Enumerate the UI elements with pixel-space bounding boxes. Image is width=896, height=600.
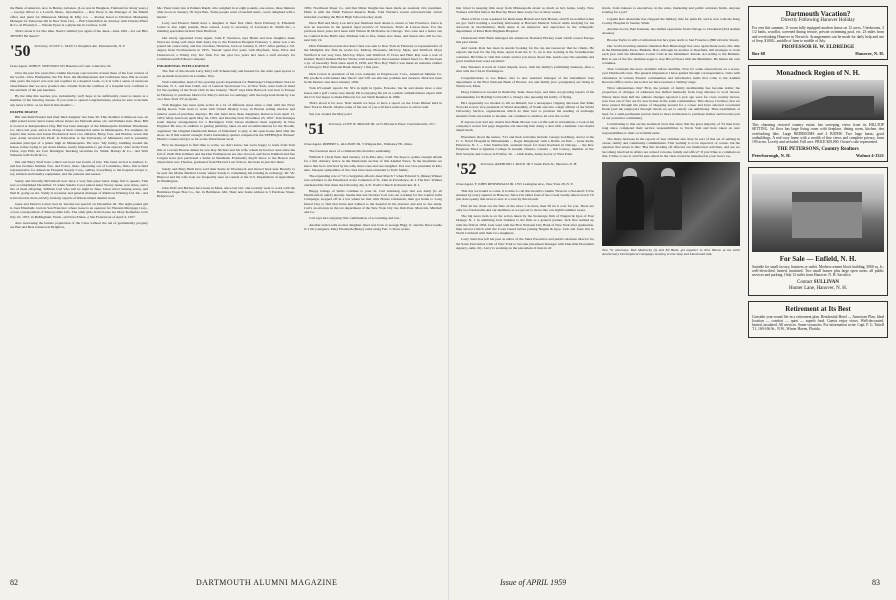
paragraph: Larry Stern has left his post as editor of the Sales Executive and public relations director for the Sales Executives Club of New York to become placement manager with Dun-Rite Placement Agency, same city. Larry is working on the placement of men in all [456,237,594,250]
paragraph: If anyone ever had any doubts that Hank Mower was a trifle well in investment, a look at his company's recent full page magazine ads showing him doing a deal with a hammer. Gel should dispel them. [456,119,594,133]
class-year: '51 [304,120,325,138]
paragraph: Bill and Ruth Frenzel had their third daughter last June 30. This chamber is Meltoon Lee, an eight pound seven ounce lassie whose sisters are Deborah Anne, six, and Pamela Jean, three. Bill is located at Independence Day, Bill has been manager of the Minneapolis Terminal Warehouse Co. since last year, and is in charge of their commercial outlet in Minneapolis. For example, he reports that Arnie and Jessie Bockstruck have two children, Betty, four, and Bobbie, seven this year. Arnie received his Ph.D. in Education at the University of Minnesota and is presently assistant principal of a junior high in Minneapolis. He says: 'My hobby, building around the house, is like trying to pat down kittens, nearly impossible to get done anyway.' Also in the Twin Cities, says Bill, are Curt Dunnigan 'hawking securities for Smith, Barney & Co.,' and Walt Schuette with Swift & Co. [10,115,148,158]
paragraph: Dick Whiteman reveals that Ken Clark was sent to New York in February as representative of the Memphis law firm he works for, McKay, Pleasants, McCloy, Myar, and Wellford. Myar Wellford is our very best, McCloy, Myar, and Wellford. If Clara and Herb Ray took a tour of Ireland. Herb's Indiana Harbor Works with assistant to the treasurer Inland Steel Co. He has been a vp. of Guaranty Trust since April 8, 1958, and 'Hoo Boy' Herb's was made an assistant cashier of Chicago's First National Bank January 1 this year. [304,44,442,70]
ad-monadnock [748,65,888,161]
ad-contact-name: SULLIVAN [813,279,839,285]
ad-body: Consider year-round life in a retirement plan. Residential Hotel — American Plan, Ideal location — comfort — quiet — superb food. Guests enjoy views. Well-decorated, heated, insulated. All services. Some vacancies. For information write: Capt. F. G. Tuitell '11, 160-166 St., N.W., Winter Haven, Florida. [752,314,884,332]
page-number-left: 82 [10,578,18,587]
paragraph: Our newly appointed Class Agent, John F. Swenson, says Helen and new daughter Anne Ward are doing well since their hasty trip to the Evanston Hospital February 1. Anne was a six pound ten ounce baby, and has a brother, Nicholas, born on January 9, 1957. After getting a J.D. degree from Northwestern in 1955, 'Swede' spent five years with Mayfield, Saxe, Price and Underwood, a Windy City law firm. For the past two years he's been a staff attorney for Commonwealth Edison Company. [157,35,295,61]
paragraph: Tom Ruggles has been quite active in a lot of different areas since a stint with the Navy during Korea. Tom went to work with United Display Corp. in Boston selling window and interior point-of-purchase displays. He and Janet have three daughters, Rebecca born April 15, 1955; Mary Ann born April May 16, 1955, and Dorothy born November 23, 1957. Tom manages retail display arrangements for a Barrington Club whose members meet regularly in New England. He also, in addition to getting publicity, takes on and accommodations for the Doodle, organized 'the Original Dartmouth Dukes of Dixieland' to play at the open house held after the show. As if this weren't enough, Tom's barbershop quartet competed in the SPEBSQSA 'Pioneer' District contest and got as far as the Westchester level. [157,103,295,141]
column-5 [602,6,740,574]
paragraph: Our world-traveling reunion chairman Bob Binswanger has once again made news, this time in the Philadelphia Press. Bulletin. Bob, although he teaches at Deerfield, still manages to work each year with the Mummers Comic Club in the Mummers' Parade. According to the Bulletin, Bob is one of the few alumnus eager to stop Broad Street with the Mummers. He makes his own costumes. [602,43,740,65]
ad-contact-name: PROFESSOR H. W. ELDREDGE [781,45,855,51]
person-body [654,176,682,230]
paragraph: that travel is keeping him away from Minneapolis about as much as he's home, lately. New Yorkers will find him at the Barclay Hotel there every two or three weeks. [456,6,594,15]
paragraph: Pete Smetana is back in Cedar Rapids, Iowa, with his family's publishing business, after a stint with the CIA in Washington. [456,65,594,74]
ad-box: Box 68 [752,51,766,57]
ad-retirement [748,301,888,338]
paragraph: the Bank of America, now in Beirut, Lebanon. (Lou was in Bangkok, Thailand for many years.) ... George Oliver is a Lowell, Mass., Optometrist. ... Ray Perry is the Manager of the Miami office and plant for Minnesota Mining & Mfg. Co. ... Rocket Reed is Division Marketing Manager for Tidewater Oil in New York City. ... Bob Underhill is an attorney with Charles Pfizer & Co. in Brooklyn. ... Warren Pyser is a physician in Cerritos, Calif. [10,6,148,27]
class-heading-50 [10,44,148,60]
page-gutter [448,0,449,600]
paragraph: This day we bound to come. It is time to call this month's column 'News in a Nut-shell.' I'd be stunned by every squirrel in Hanover. Since I'm rather fond of the rowdy loudly-tailed crowd, I'll just state openly that news is now at a scarcity this month. [456,188,594,202]
ad-phone: Walnut 4-3321 [855,152,884,158]
person-body [616,176,644,230]
paragraph: Gene and Patricia Carver had an 'income tax special' on December 29. The eight-pound girl is Joan Elizabeth, born in San Francisco where Gene is an operator for Western Mortgage Corp., a loan correspondent of Metropolitan Life. The other girls in the house are Mary Katherine, born July 25, 1957, in Bellingham, Wash., and Sara Elaine, a San Franciscan of April 4, 1957. [10,201,148,219]
landscape-image [752,80,884,120]
paragraph: The first of this month Larry Perry left Schenectady and headed for the wide open spaces to set up medical practice in Laramie, Wyo. [157,69,295,78]
ad-body: For rent this summer, 11-room fully equipped modern house on 12 acres, 5 bedrooms, 3 1/2 baths, woodlot, screened dining terrace, private swimming pool, etc. 23 miles from and overlooking Hanover in Norwich. Arrangements can be made for daily help and use of Jeep. $1000—middle of June to middle of July. [752,26,884,43]
paragraph: Dave Bull and Mary Lou have just finalized their desire to return to San Francisco. Dave is now an associate in the general legal practice of Severson, Davis & Larson there. For the previous three years he'd been with Wilson & McIlvaine in Chicago. Two sons and a boiler can be counted in the Bull's nest, Michael who is five, James now three, and Susan who will be two next July 19. [304,20,442,42]
class-secretary: Secretary, RAYMOND J. ROCK JR. 5 South Park St., Hanover, N. H. [480,161,578,166]
paragraph: Captain Rex Alexander has chopped the military title for plain Dr. and is now with the King County Hospital in Seattle, Wash. [602,16,740,25]
ad-title: For Sale — Enfield, N. H. [779,254,857,263]
ad-town: Peterborough, N. H. [752,152,791,158]
ad-subtitle: Directly Following Hanover Holiday [780,18,855,23]
paragraph: First let me clean out the files on the news I do have, then I'll tie it over for you. There are only two fresh items and our members as we get set to move into our eighth summer sweet. [456,203,594,212]
class-agent: Class Agent, F. JOHN RESERWALD JR. 1355 Lexington Ave., New York 28, N. Y. [456,181,574,186]
paragraph: Doug Johnston is located in Nashville, Tenn. these days, and there are glowing reports of his salesmanship for Bolding Corticelli Co. Doug's also pursuing his hobby of flying. [456,90,594,99]
paragraph: Elsewhere about the nation, '51's and their activities include: George Goldberg, doctor at the U. S. Naval Hospital in Philadelphia ... Roger Kingsland, with a Dallas oil firm ... Gene Kelly, Princeton, N. J. ... John Southworth, assistant buyer for Sears Roebuck in Chicago ... the Rev. Ferguson Thiel at Ignatius College in Guelph, Ontario, Canada ... Jim Conroy, member of law firm Swayne and Conroy in Fairfax, Va. ... Dick Kahn, Army doctor at West Point. [456,134,594,156]
class-secretary: Secretary, SCOTT C. OLIN 71 Tompkins Ave. Pleasantville, N. Y. [34,43,126,48]
ad-title: Retirement at Its Best [785,304,851,313]
column-1 [10,6,148,574]
ad-contact-line [752,153,884,158]
paragraph: Understand Walt Bush managed the American National Hockey team which toured Europe this past winter. [456,35,594,44]
paragraph: That concludes the news available before deadline. Now for some observations on a seven-year Dartmouth class. The general impression I have gained through correspondence, visits with classmates in various Eastern communities and informative items that come to the Alumni Records Office and to me is that we have reached a 'settling' stage. [602,67,740,84]
paragraph: Another notice tells us that daughter Janet was born to George Bigg, Jr. and the Dave Leslie Jr.'s till youngster, Mary Elizabeth (Betsy) came along Feb. 3. Dave writes [304,222,442,231]
ad-contact-label: Contact [796,279,813,285]
magazine-title: DARTMOUTH ALUMNI MAGAZINE [196,578,338,587]
paragraph: There will be a last weekend for Ruth Anne Brandt and Jack Horner, and I'll be notified when we get. Ted's holding a teaching fellowship at Harvard Medical School while studying for his doctorate in biochemistry. Ruth Anne is an instructor and supervisor in the orthopedic department of Peter Bent Brigham Hospital. [456,16,594,34]
class-heading-52 [456,162,594,178]
paragraph: 1956. Northwest Paper Co. and that Dixie Vaughn has been made an assistant vice president. Dixie is with the Ninth Federal Reserve Bank. Tom Warner's recent extracurricular action included coaching the Birch High School hockey team. [304,6,442,19]
paragraph: Sandy and Dorothy McCulloch now have a very fine joker band, kings full to queens. This was accomplished December 15 when Sandra Carol joined sister Stacey Anne, now three, and a trio of male offspring, William Carl who will be eight in June, Jason who's turning seven, and Neil R. going on six. Sandy is treasurer and general manager of Rainbow Printing Ltd. Inc., and is involved in more activity in many aspects of Rhode Island alumni work. [10,178,148,200]
paragraph: Another doctor, Bart Kunstan, has shifted operations from Chicago to Cincinnati (614 Aaman Avenue). [602,27,740,36]
paragraph: The foremost news of a claimant this month is saddening. [309,148,391,153]
column-4 [456,6,594,574]
paragraph: How he managed to find time to write, we don't know, but we're happy to learn from Tom that at a recent Boston dinner he saw Ray Nichols and his wife, whom he had not seen since the fall of 1948. Bob Kilmarx and the Dan Featherstons are also in town, and Steve Kimball and Sue Colgate have just purchased a home in Needham. Eventually they'll move to the Boston area where their son, Thomas, graduated from Harvard Law School, has been in practice there. [157,143,295,165]
paragraph: Dick Cotten is president of his own company in Englewood, Colo., American Skinner Co. His products with names like 'Once!' and 'Oft' are silicone polishes and cleaners. Dick has been in the Denver area since January 1956. [304,71,442,84]
class-secretary: Secretary, LOVE W. MILLER JR. 2115 Pinehurst Place Charlottesville, N.C. [328,121,436,126]
ad-title: Monadnock Region of N. H. [776,69,860,78]
paragraph: That's about it for this time. Need I remind you again of the dates—June 1961—for our BIG TENTH? Be there!!! [10,29,148,38]
paragraph: Walt Lindenthal, head of the sporting goods department for Bamberger's Department Store in Newark, N. J., and Ken Udell, son of General Sportswear Co. in New York, were both on hand for the opening of the Stork Club in late January. 'That?' says Dick Babcock was host to Europe in February to purchase fabrics for Macy's and not too unhappy with the large haul made by Lee on a New York TV program. [157,79,295,101]
ad-body: This charming restored country estate, has sweeping views from its HILLTOP SETTING. 1st floor has large living room with fireplace, dining room, kitchen, den overlooking lake. Large BEDROOMS and 2 BATHS. Two huge barns, good outbuildings. A real cozy home with a wealth of fine views and complete privacy, from 190 acres. Lovely and secluded. Full acre. PRICE $29,000. Owner's sale represented. [752,123,884,145]
paragraph: Sandy and Mary Beth have sold their home in Woodstock and moved back near Beverly to be near the Maine Medical Center where Sandy is completing his training in radiology. Dr. Vic Harpool and his wife Joan are frequently seen on rounds at the U.S. Department of Agriculture in Washington. [157,166,295,184]
class-heading-51 [304,122,442,138]
building-image [752,174,884,252]
paragraph: The expanding role of '51's clergymen affords Janet March 7 when Edward S. (Duke) Winner was ordained to the Priesthood at the Cathedral of St. John in Providence, R. I. The Rev. Winner celebrated his first mass the following day at St. Paul's Church in Pawtucket, R. I. [304,174,442,187]
class-agent: Class Agent, JOHN F. SWENSON 525 Hazelwood Court, Glenview, Ill. [10,63,112,68]
column-3 [304,6,442,574]
paragraph: Over the past few years this column has been concocted in at least three of the four corners of the world—New Hampshire, the Far East, the Mediterranean and Caribbean Seas. But in recent nine years the report was ever put together in a hospital room, so it is with a sense of unctuous cheerfulness that we now produce this column from the confines of a hospital bed, confined to the sanctum of the pen handlers. [10,70,148,92]
paragraph: Contributing to this are the statistical facts that show that the great majority of '52 men have long since completed their service responsibilities to Uncle Sam and have taken on new responsibilities to their own family units. [602,122,740,135]
ad-enfield-sale [748,167,888,296]
column-2 [157,6,295,574]
class-agent: Class Agent, ROBERT L. ALLISON JR. 5 Wingate Rd., Wellesley Hl., Mass. [304,141,413,146]
paragraph: The big news item is on the action taken by the brokerage firm of Nugent & Igoe of East Orange, N. J. in admitting Jack Unkless to the firm as a general partner. Jack first teamed up with the firm in 1956. Jack went with the First National City Bank of New York after graduation, then served a hitch with the Coast Guard before joining Nugent & Igoe. Jack and Josie live in North Caldwell with their two daughters. [456,214,594,236]
paragraph: Carl says he's enjoying 'this combination of accounting and law.' [309,216,401,221]
ad-dartmouth-vacation [748,6,888,60]
photo-caption: Two '51 attorneys, Bob Medvecky (l) and Ed Bialz, get together in New Haven at the tenth Anniversary Development Campaign meeting to mix shop and Dartmouth talk. [602,248,740,257]
paragraph: John Wolf and Barbara have been in Mass. since last Oct. and recently went to work with the Baltimore Paper Box Co., Inc. in Baltimore, Md. Their new home address is 5 Purchase Street, Ridgewood. [157,185,295,198]
page-number-right: 83 [872,578,880,587]
paragraph: What substantiates this? First, the pattern of family membership has become stable; the proportion of changes of addresses has shifted markedly from long distance to local moves. Where more than half the address changes reported a year ago were for cross country moves, now four out of five are for new homes in the same communities. This shows, I believe, that we have passed through the phase of shopping around for a career and have selected vocational fields (and the employers through whom we set to satisfy our ambitions). Thus established, at least for a semi-permanent period, there is more inclination to purchase homes and become part of our particular community. [602,86,740,120]
paragraph: Brooke Taylor is still a Californian but he's gone north to San Francisco (896 Octavia Street). [607,37,740,42]
paragraph: William T. (Ted) Weis died January 14 in Palo Alto, Calif. We hope to gather enough details for a full obituary notice in the Memorials section of this Alumni News. In the meantime we know that he is survived by his wife, three sons and one daughter. Ted was vice president in Palo Alto. Deepest sympathies of the class have been extended to Ted's family. [304,155,442,172]
paragraph: By the time this reaches you, incidentally, we'll hope to be sufficiently cured to return as a member of the laboring classes. If you want to spread congratulations, please be sure to include any news with it, as we find in this month's ... [10,94,148,107]
ads-column [748,6,888,343]
ad-agency: THE PETERSONS, Country Realtors [777,146,859,152]
ad-address: Hunter Lane, Hanover, N. H. [788,285,848,291]
paragraph: Also increasing the female population of the Class without the aid of gentlemanly progeny are Ben and Bets Johnson in Brighton, [10,220,148,230]
paragraph: levels, from trainees to executives, in the sales, marketing and public relations fields. Anyone looking for a job? [602,6,740,15]
paragraph: And Guido Ratz has been in Austin 'looking for the top ski resources' that he claims. He expects the best for the big three. Apart from the U. S., he is also looking at the Scandinavian countries. He'd like to visit this winter and let you know about this. Guido says 'the sunshine and good German beer were excellent.' [456,46,594,63]
paragraph: That's about it for now. Next month we hope to have a report on the Class Dinner held in New York in March. Maybe some of the rest of you will have some news to add as well. [304,101,442,110]
paragraph: The sharp decrease in the reports of new children also may be part of this set of settling in career, family and community commitments. This 'settling' is to be expected, of course, but the question that arises is this: 'Has this leveling off affected our intellectual activities, and are we becoming involved in affairs not related to home, family and office?' If you'd like to comment on this, I'd like to see it, and I'm sure others in the class would be interested in your views too. [602,136,740,158]
section-heading: DIAPER DIGEST [10,109,38,114]
paragraph: He's apparently too modest to tell us himself, but a newspaper clipping discloses that Mike Sovocka is now vice president of World Assembly of Youth and also a high official of the World University Service, organizations which do their best to promote the sending of exchange students from one nation to another, our continent to another, all over the world. [456,100,594,118]
paragraph: Happy tidings of births continue to pour in. Carl Ginsberg says that son Andy (is all Dartmouth in spirit) already. Seems that last October Carl was out working for the Capital Gifts Campaign, stopped off in a bar where he met with Howie Glickstein, then got home to Long Island City to find that Irene had walked to the hospital in his absence and and so has Andy. Carl's an attorney in the tax department of the New York City law firm Pear, Marwick, Mitchell and Co. [304,188,442,215]
ad-contact-line [752,51,884,56]
paragraph: Tom O'Connell reports No 50's in sight in Quito, Ecuador, but he and Annie have a nice house and a golf course very handy. He is enjoying his job as a public administration expert with the U.S. but hopes to make Hanover for our Tenth Reunion in 1960. [304,86,442,99]
issue-date: Issue of APRIL 1959 [500,578,567,587]
paragraph: Larry and Eleanor Smith have a daughter at their first child. Born February 6, Elizabeth Carter is also eight pounds, three ounces. Larry is secretary of Lawrence R. Smith Inc., a building specialties firm in West Hartford. [157,20,295,34]
paragraph: Congratulations to Joe Baker, who is new assistant manager of the installment loan department at the First National Bank of Boston. Joe and family (two youngsters) are living in Westwood, Mass. [456,75,594,88]
paragraph: See you around the May pole! [309,111,352,116]
class-year: '52 [456,160,477,178]
photo-attorneys [602,162,740,246]
class-year: '50 [10,42,31,60]
paragraph: Me. Their latest lass is Pamela Randi, who weighed in at eight pounds, one ounce, three minutes after noon on January 18. Says Ben, 'Some people want a baseball team—we're delighted with a harem.' [157,6,295,19]
ad-town: Hanover, N. H. [855,51,884,57]
section-heading: INKADENTAL INTELLIGENCE [157,64,209,68]
paragraph: Jim and Betty Wolf have a third son born last fourth of July. The latest arrival is Andrew C. and has brothers Jimmie, five, and Foster, three. Operating out of Columbus, Ohio, Jim is field representative for American Hospital Supply Corp., selling 'everything to the hospital except x-ray, kitchen and laundry equipment, and the patients and nurses.' [10,159,148,177]
ad-body: Suitable for small factory, business or outlet. Modern cement block building, 5000 sq. ft.; well-electrified, heated, insulated. Two small homes plus large open areas; all public services and parking. Only 12 miles from Hanover. N. H. Sacrifice. [752,264,884,278]
ad-title: Dartmouth Vacation? [785,10,851,18]
